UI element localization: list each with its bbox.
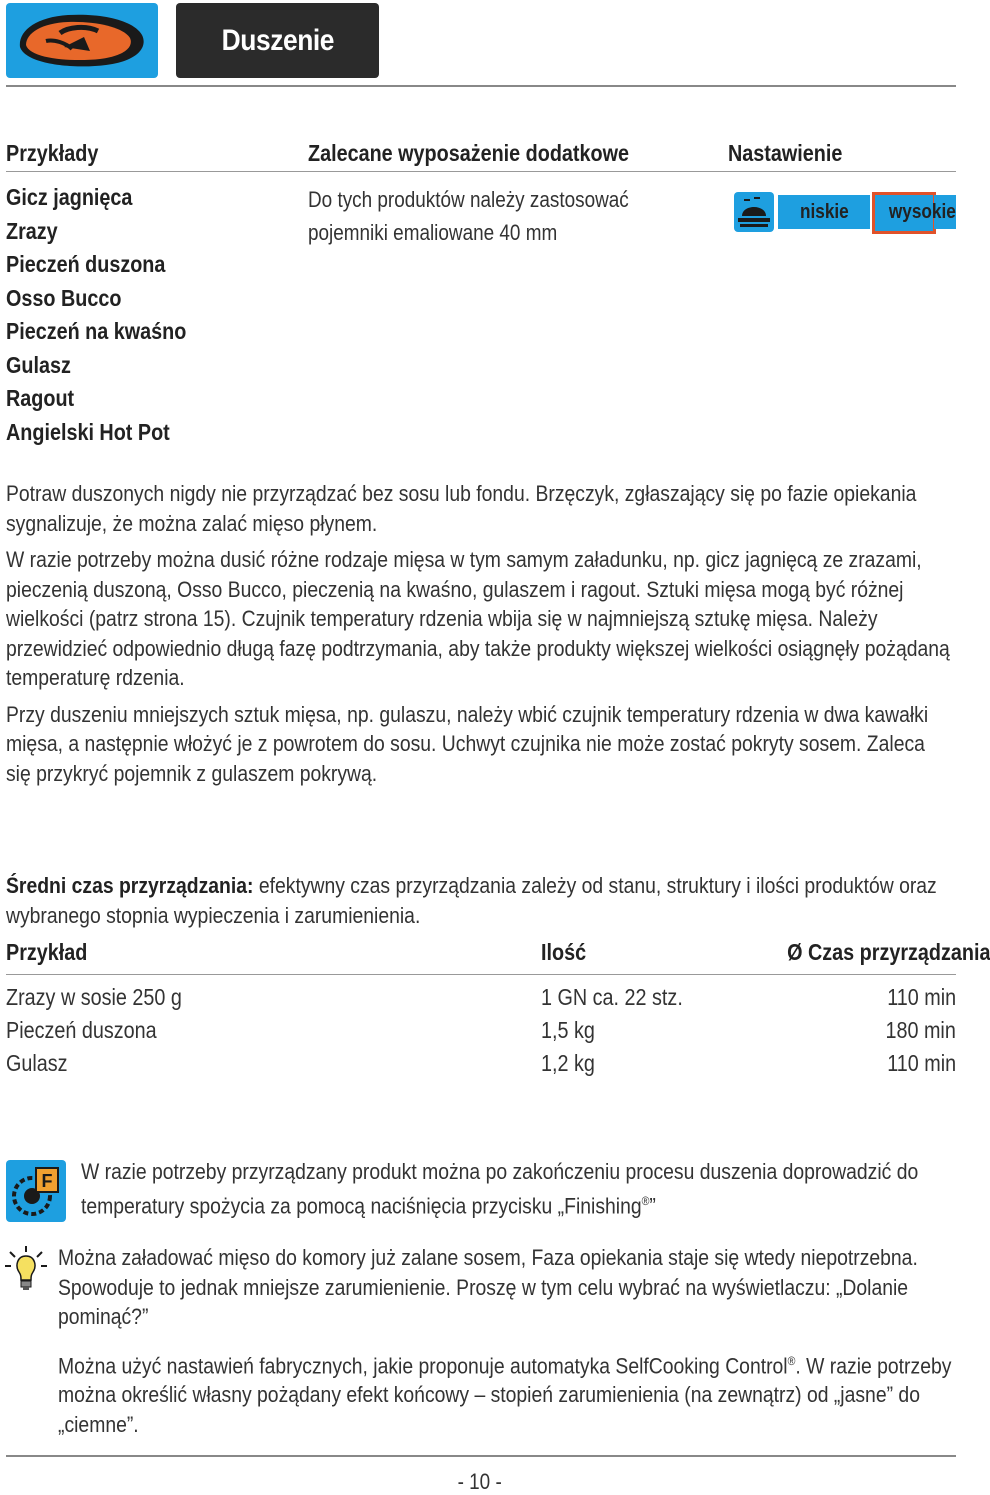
col-header-setting: Nastawienie — [728, 140, 843, 166]
list-item: Angielski Hot Pot — [6, 418, 170, 445]
list-item: Gicz jagnięca — [6, 184, 133, 210]
table-cell: 1,5 kg — [541, 1017, 595, 1043]
column-header-divider — [6, 171, 956, 172]
table-cell: 180 min — [885, 1017, 956, 1043]
finishing-icon — [6, 1160, 66, 1222]
logo — [6, 3, 158, 78]
braising-pot-icon — [6, 3, 158, 78]
list-item: Pieczeń na kwaśno — [6, 318, 187, 344]
table-row: Gulasz — [6, 1050, 68, 1076]
dish-list — [6, 181, 216, 449]
table-cell: 110 min — [887, 1050, 956, 1076]
tip-notes — [58, 1243, 953, 1439]
footer-divider — [6, 1455, 956, 1457]
description — [6, 479, 952, 795]
svg-text:F: F — [41, 1171, 53, 1191]
list-item: Ragout — [6, 385, 75, 411]
paragraph: Przy duszeniu mniejszych sztuk mięsa, np. gulaszu, należy wbić czujnik temperatury rdzenia w dwa kawałki mięsa, a następnie włożyć je z powrotem do sosu. Uchwyt czujnika nie może zostać pokryty sosem. Zaleca się przykryć pojemnik z gulaszem pokrywą. — [6, 701, 929, 786]
col-header-equipment: Zalecane wyposażenie dodatkowe — [308, 140, 629, 166]
list-item: Pieczeń duszona — [6, 251, 166, 277]
page-number: - 10 - — [457, 1469, 503, 1494]
list-item: Gulasz — [6, 351, 71, 378]
paragraph: Potraw duszonych nigdy nie przyrządzać bez sosu lub fondu. Brzęczyk, zgłaszający się po fazie opiekania sygnalizuje, że można zalać mięso płynem. — [6, 481, 917, 536]
table-header-example: Przykład — [6, 939, 88, 965]
table-header-divider — [6, 974, 956, 975]
tip-paragraph: Można użyć nastawień fabrycznych, jakie proponuje automatyka SelfCooking Control®. W razie potrzeby można określić własny pożądany efekt końcowy – stopień zarumienienia (na zewnątrz) od „jasne” do „ciemne”. — [58, 1352, 952, 1437]
col-header-examples: Przykłady — [6, 140, 99, 166]
setting-low-segment: niskie — [778, 195, 870, 229]
page-title-box — [176, 3, 379, 78]
oven-browning-icon — [734, 192, 774, 232]
table-cell: 110 min — [887, 984, 956, 1010]
tip-paragraph: Można załadować mięso do komory już zalane sosem, Faza opiekania staje się wtedy niepotrzebna. Spowoduje to jednak mniejsze zarumienienie. Proszę w tym celu wybrać na wyświetlaczu: „Dolanie pominąć?” — [58, 1245, 918, 1329]
table-row: Zrazy w sosie 250 g — [6, 984, 182, 1010]
table-header-time: Ø Czas przyrządzania — [787, 939, 990, 965]
lightbulb-icon — [4, 1244, 48, 1294]
browning-setting-indicator — [734, 192, 956, 232]
avg-time-note — [6, 871, 952, 930]
paragraph: W razie potrzeby można dusić różne rodzaje mięsa w tym samym załadunku, np. gicz jagnięcą ze zrazami, pieczenią duszoną, Osso Bucco, pieczenią na kwaśno, gulaszem i ragout. Sztuki mięsa mogą być różnej wielkości (patrz strona 15). Czujnik temperatury rdzenia wbija się w najmniejszą sztukę mięsa. Należy przewidzieć odpowiednio długą fazę podtrzymania, aby także produkty większej wielkości osiągnęły pożądaną temperaturę rdzenia. — [6, 547, 950, 690]
header-divider — [6, 85, 956, 87]
list-item: Osso Bucco — [6, 284, 122, 311]
avg-time-label: Średni czas przyrządzania: — [6, 873, 254, 898]
table-cell: 1 GN ca. 22 stz. — [541, 984, 683, 1010]
list-item: Zrazy — [6, 217, 58, 244]
table-row: Pieczeń duszona — [6, 1017, 157, 1043]
finishing-note: W razie potrzeby przyrządzany produkt można po zakończeniu procesu duszenia doprowadzić do temperatury spożycia za pomocą naciśnięcia przycisku „Finishing®” — [81, 1159, 919, 1218]
page-title: Duszenie — [221, 23, 334, 57]
setting-high-label: wysokie — [889, 200, 956, 223]
table-header-quantity: Ilość — [541, 939, 587, 965]
equipment-text: Do tych produktów należy zastosować pojemniki emaliowane 40 mm — [308, 187, 629, 245]
avg-time-text: efektywny czas przyrządzania zależy od stanu, struktury i ilości produktów oraz wybranego stopnia wypieczenia i zarumienienia. — [6, 873, 937, 928]
table-cell: 1,2 kg — [541, 1050, 595, 1076]
